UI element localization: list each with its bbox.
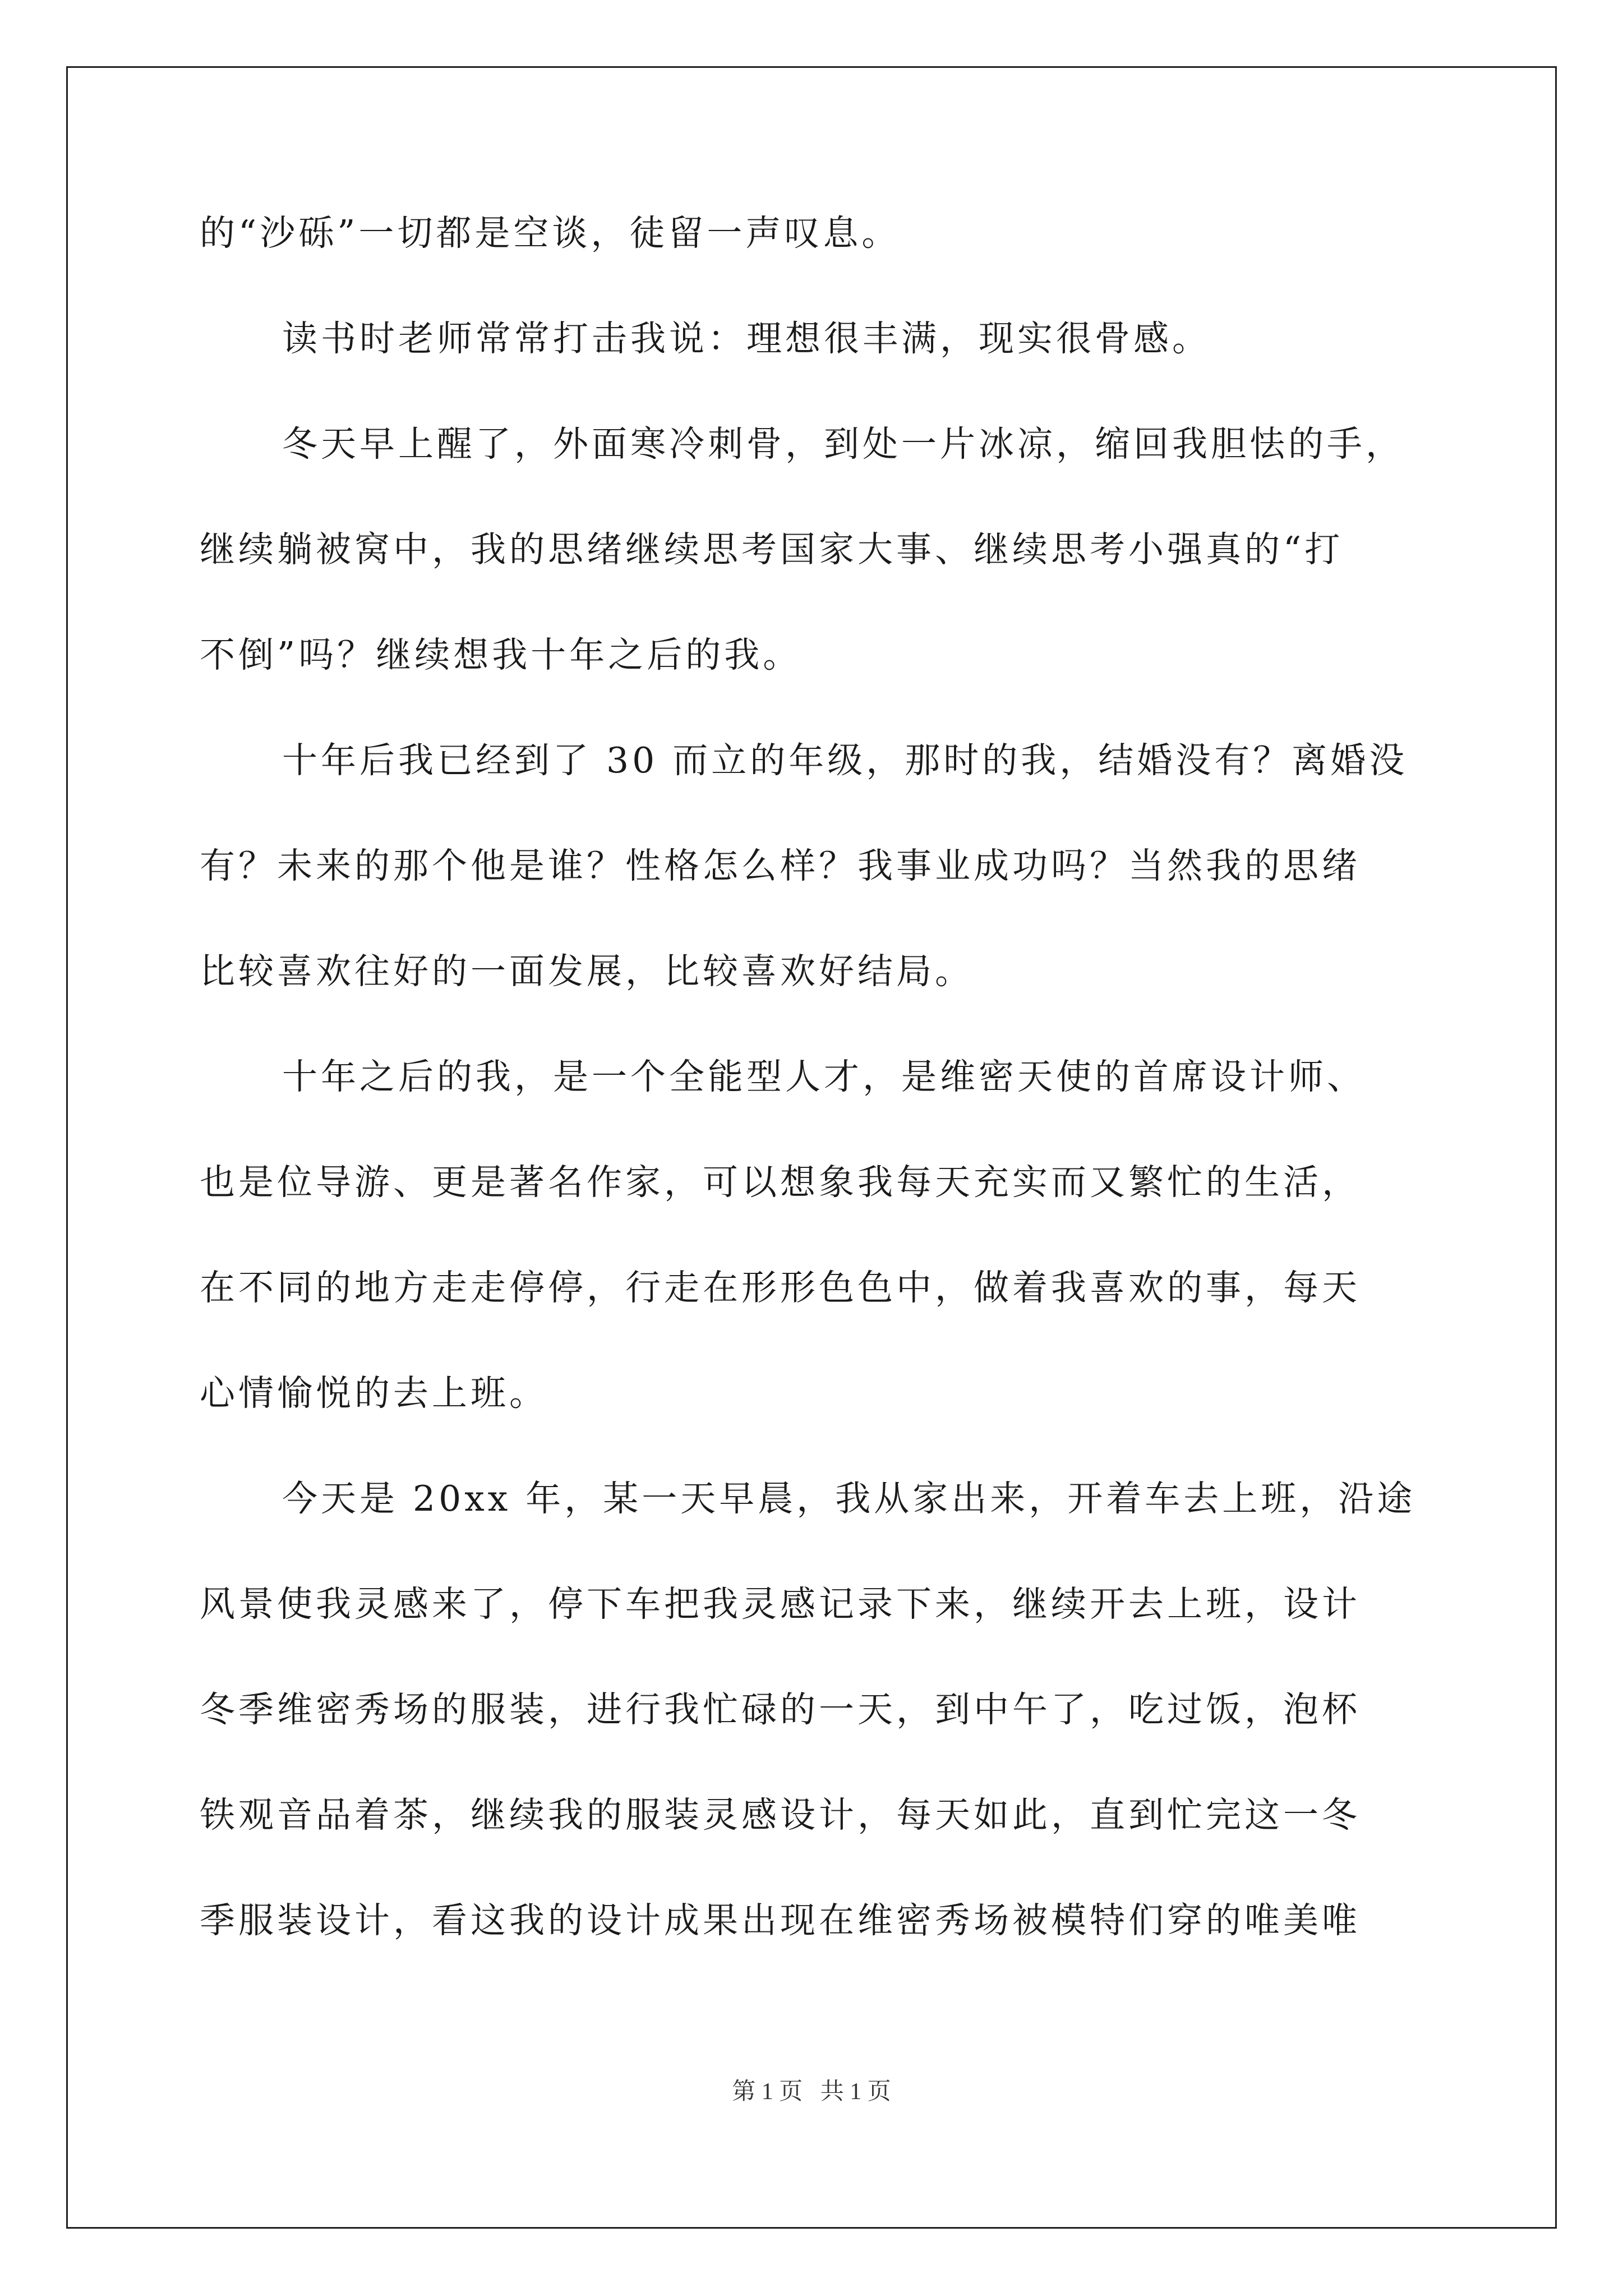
- paragraph-first-line: 读书时老师常常打击我说：理想很丰满，现实很骨感。: [282, 318, 1211, 359]
- text-line: 风景使我灵感来了，停下车把我灵感记录下来，继续开去上班，设计: [200, 1584, 1361, 1625]
- text-line: 不倒”吗？继续想我十年之后的我。: [200, 634, 802, 675]
- paragraph-first-line: 十年之后的我，是一个全能型人才，是维密天使的首席设计师、: [282, 1056, 1366, 1097]
- text-line: 比较喜欢往好的一面发展，比较喜欢好结局。: [200, 951, 974, 992]
- page-footer: 第 1 页 共 1 页: [732, 2079, 891, 2105]
- paragraph-first-line: 今天是 20xx 年，某一天早晨，我从家出来，开着车去上班，沿途: [282, 1478, 1416, 1519]
- paragraph-first-line: 冬天早上醒了，外面寒冷刺骨，到处一片冰凉，缩回我胆怯的手，: [282, 424, 1404, 464]
- text-line: 有？未来的那个他是谁？性格怎么样？我事业成功吗？当然我的思绪: [200, 845, 1361, 886]
- text-line: 心情愉悦的去上班。: [200, 1373, 548, 1414]
- text-line: 的“沙砾”一切都是空谈，徒留一声叹息。: [200, 213, 901, 254]
- paragraph-first-line: 十年后我已经到了 30 而立的年级，那时的我，结婚没有？离婚没: [282, 740, 1408, 781]
- text-line: 季服装设计，看这我的设计成果出现在维密秀场被模特们穿的唯美唯: [200, 1900, 1361, 1941]
- text-line: 继续躺被窝中，我的思绪继续思考国家大事、继续思考小强真的“打: [200, 529, 1344, 570]
- text-line: 在不同的地方走走停停，行走在形形色色中，做着我喜欢的事，每天: [200, 1267, 1361, 1308]
- text-line: 冬季维密秀场的服装，进行我忙碌的一天，到中午了，吃过饭，泡杯: [200, 1689, 1361, 1730]
- text-line: 铁观音品着茶，继续我的服装灵感设计，每天如此，直到忙完这一冬: [200, 1795, 1361, 1835]
- text-line: 也是位导游、更是著名作家，可以想象我每天充实而又繁忙的生活，: [200, 1162, 1361, 1203]
